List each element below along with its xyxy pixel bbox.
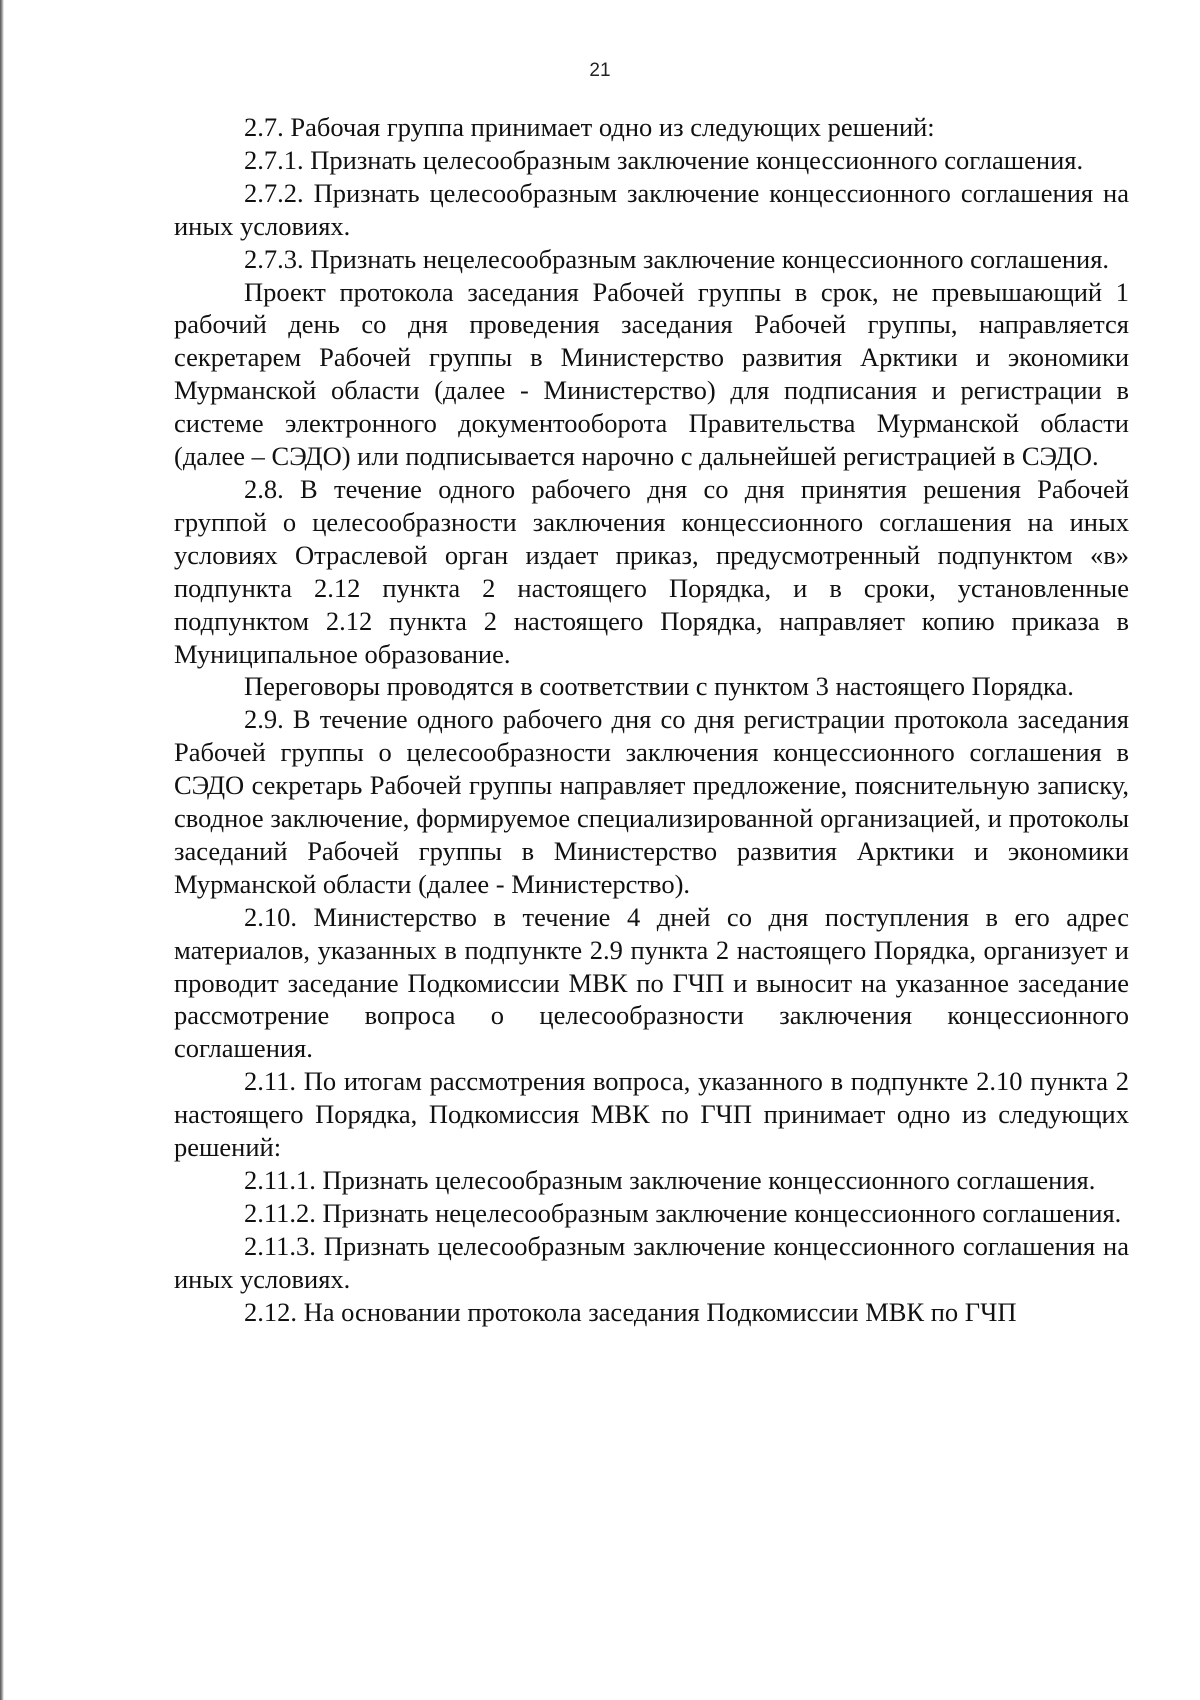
paragraph-2-12: 2.12. На основании протокола заседания Подкомиссии МВК по ГЧП: [244, 1296, 1017, 1327]
scan-edge: [0, 0, 4, 1700]
paragraph-2-7-1: 2.7.1. Признать целесообразным заключение концессионного соглашения.: [244, 144, 1084, 175]
paragraph-2-8: 2.8. В течение одного рабочего дня со дня принятия решения Рабочей группой о целесообразности заключения концессионного соглашения на иных условиях Отраслевой орган издает приказ, предусмотренный подпунктом «в» подпункта 2.12 пункта 2 настоящего Порядка, и в сроки, установленные подпунктом 2.12 пункта 2 настоящего Порядка, направляет копию приказа в Муниципальное образование.: [174, 473, 1129, 669]
document-body: [174, 111, 1129, 1329]
paragraph-2-11: 2.11. По итогам рассмотрения вопроса, указанного в подпункте 2.10 пункта 2 настоящего Порядка, Подкомиссия МВК по ГЧП принимает одно из следующих решений:: [174, 1066, 1129, 1163]
paragraph-2-7: 2.7. Рабочая группа принимает одно из следующих решений:: [244, 112, 935, 142]
paragraph-2-7-2: 2.7.2. Признать целесообразным заключение концессионного соглашения на иных условиях.: [174, 177, 1129, 241]
page-number: 21: [589, 60, 611, 81]
paragraph-negotiations: Переговоры проводятся в соответствии с пунктом 3 настоящего Порядка.: [244, 671, 1074, 702]
paragraph-2-11-2: 2.11.2. Признать нецелесообразным заключение концессионного соглашения.: [244, 1197, 1122, 1228]
paragraph-2-11-1: 2.11.1. Признать целесообразным заключение концессионного соглашения.: [244, 1165, 1096, 1195]
paragraph-2-7-3: 2.7.3. Признать нецелесообразным заключение концессионного соглашения.: [244, 243, 1110, 274]
paragraph-2-9: 2.9. В течение одного рабочего дня со дня регистрации протокола заседания Рабочей группы о целесообразности заключения концессионного соглашения в СЭДО секретарь Рабочей группы направляет предложение, пояснительную записку, сводное заключение, формируемое специализированной организацией, и протоколы заседаний Рабочей группы в Министерство развития Арктики и экономики Мурманской области (далее - Министерство).: [174, 704, 1129, 899]
paragraph-2-10: 2.10. Министерство в течение 4 дней со дня поступления в его адрес материалов, указанных в подпункте 2.9 пункта 2 настоящего Порядка, организует и проводит заседание Подкомиссии МВК по ГЧП и выносит на указанное заседание рассмотрение вопроса о целесообразности заключения концессионного соглашения.: [174, 901, 1129, 1064]
paragraph-2-11-3: 2.11.3. Признать целесообразным заключение концессионного соглашения на иных условиях.: [174, 1230, 1129, 1294]
paragraph-protocol-draft: Проект протокола заседания Рабочей группы в срок, не превышающий 1 рабочий день со дня проведения заседания Рабочей группы, направляется секретарем Рабочей группы в Министерство развития Арктики и экономики Мурманской области (далее - Министерство) для подписания и регистрации в системе электронного документооборота Правительства Мурманской области (далее – СЭДО) или подписывается нарочно с дальнейшей регистрацией в СЭДО.: [174, 276, 1129, 472]
